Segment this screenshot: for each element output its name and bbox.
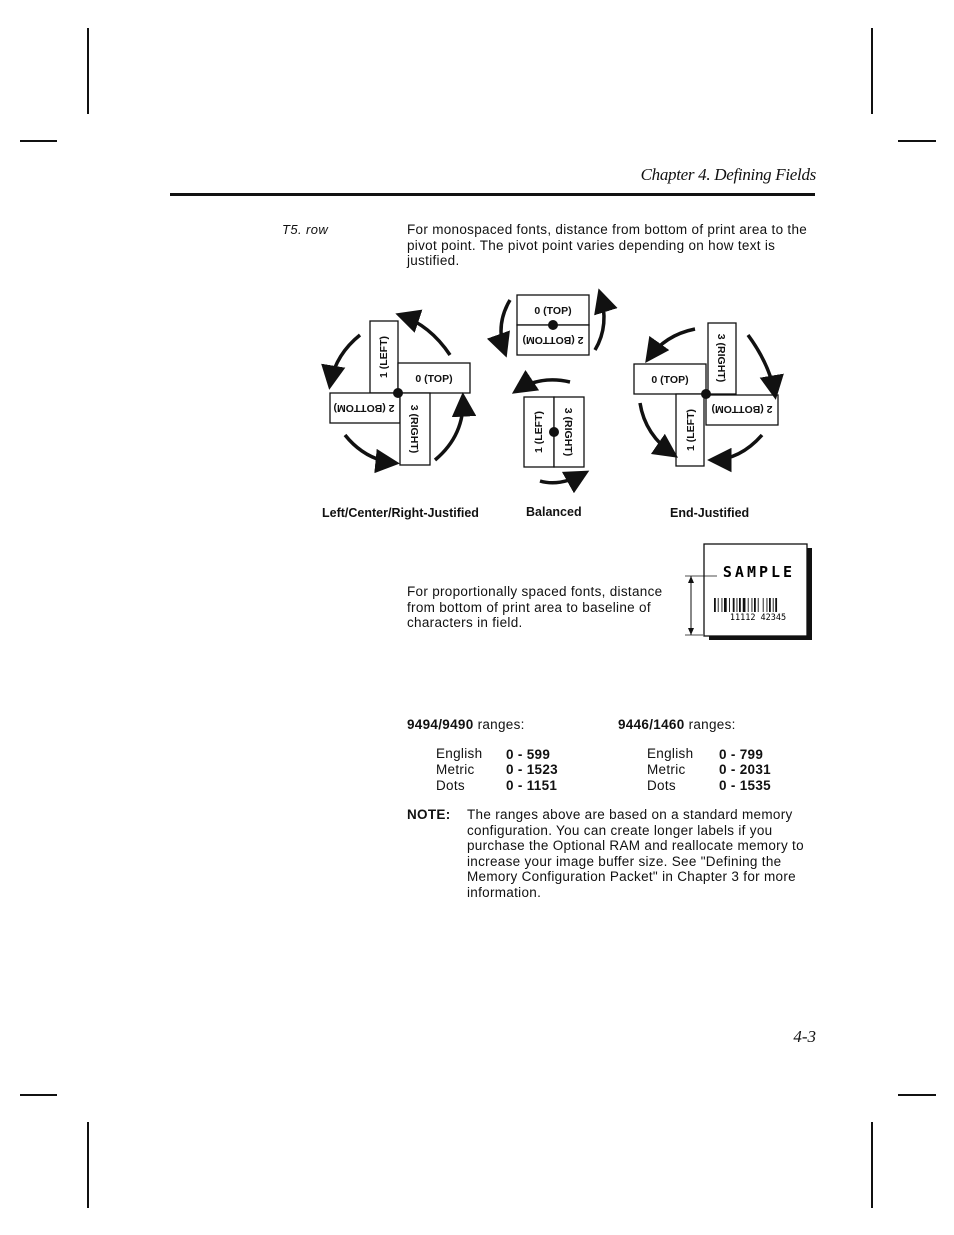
barcode-bar — [752, 598, 753, 612]
barcode-bar — [733, 598, 735, 612]
range-left-value-1: 0 - 1523 — [506, 762, 558, 777]
crop-mark-top-right-h — [898, 140, 936, 142]
barcode-bar — [739, 598, 741, 612]
range-left-unit-2: Dots — [436, 778, 465, 793]
barcode-bar — [743, 598, 746, 612]
barcode-bar — [714, 598, 716, 612]
bal-bottom-label: 2 (BOTTOM) — [522, 334, 584, 346]
barcode-bar — [754, 598, 756, 612]
range-right-model: 9446/1460 — [618, 717, 685, 732]
chapter-title: Chapter 4. Defining Fields — [640, 165, 816, 184]
barcode-bar — [773, 598, 774, 612]
lcr-top-label: 0 (TOP) — [415, 373, 453, 385]
lcr-bottom-label: 2 (BOTTOM) — [333, 402, 395, 414]
range-right-unit-2: Dots — [647, 778, 676, 793]
barcode-bar — [748, 598, 749, 612]
bal-right-label: 3 (RIGHT) — [562, 407, 574, 457]
rotation-diagram — [300, 285, 800, 525]
crop-mark-top-left-h — [20, 140, 57, 142]
bal-top-label: 0 (TOP) — [534, 305, 572, 317]
range-left-unit-1: Metric — [436, 762, 475, 777]
crop-mark-bottom-right-h — [898, 1094, 936, 1096]
range-right-unit-1: Metric — [647, 762, 686, 777]
barcode-bar — [729, 598, 730, 612]
crop-mark-bottom-left-v — [87, 1122, 89, 1208]
note-label: NOTE: — [407, 807, 451, 822]
end-left-label: 1 (LEFT) — [685, 409, 697, 451]
range-right-suffix: ranges: — [684, 717, 736, 732]
header-rule — [170, 193, 815, 196]
range-right-value-2: 0 - 1535 — [719, 778, 771, 793]
crop-mark-bottom-left-h — [20, 1094, 57, 1096]
barcode-bar — [769, 598, 771, 612]
range-left-model: 9494/9490 — [407, 717, 474, 732]
lcr-right-label: 3 (RIGHT) — [408, 404, 420, 454]
term-label: T5. row — [282, 222, 329, 237]
sample-barcode-text: 11112 42345 — [729, 613, 787, 623]
bal-left-label: 1 (LEFT) — [533, 411, 545, 453]
barcode-bar — [763, 598, 764, 612]
barcode-bar — [758, 598, 759, 612]
range-left-unit-0: English — [436, 746, 483, 761]
lcr-left-label: 1 (LEFT) — [378, 336, 390, 378]
barcode-bar — [737, 598, 738, 612]
crop-mark-top-left-v — [87, 28, 89, 114]
crop-mark-top-right-v — [871, 28, 873, 114]
sample-label-illustration — [683, 542, 813, 642]
range-right-value-1: 0 - 2031 — [719, 762, 771, 777]
prop-description: For proportionally spaced fonts, distance from bottom of print area to baseline of characters in field. — [407, 584, 663, 630]
barcode-bar — [722, 598, 723, 612]
range-left-value-0: 0 - 599 — [506, 747, 551, 762]
caption-balanced: Balanced — [526, 505, 582, 519]
barcode-bar — [767, 598, 768, 612]
barcode-bar — [718, 598, 719, 612]
range-left-heading — [407, 717, 525, 733]
caption-end: End-Justified — [670, 506, 750, 520]
end-top-label: 0 (TOP) — [651, 374, 689, 386]
range-left-value-2: 0 - 1151 — [506, 778, 558, 793]
end-bottom-label: 2 (BOTTOM) — [711, 403, 773, 415]
range-right-heading — [618, 717, 736, 733]
sample-title: SAMPLE — [722, 563, 796, 581]
range-right-unit-0: English — [647, 746, 694, 761]
page-number: 4-3 — [793, 1027, 816, 1046]
barcode-bar — [775, 598, 777, 612]
range-left-suffix: ranges: — [473, 717, 525, 732]
end-right-label: 3 (RIGHT) — [715, 333, 727, 383]
range-right-value-0: 0 - 799 — [719, 747, 764, 762]
note-text: The ranges above are based on a standard memory configuration. You can create longer labels if you purchase the Optional RAM and reallocate memory to increase your image buffer size. See "Defining the Memory Configuration Packet" in Chapter 3 for more information. — [467, 807, 804, 900]
caption-lcr: Left/Center/Right-Justified — [322, 506, 479, 520]
mono-description: For monospaced fonts, distance from bottom of print area to the pivot point. The pivot point varies depending on how text is justified. — [407, 222, 808, 268]
barcode-bar — [724, 598, 727, 612]
crop-mark-bottom-right-v — [871, 1122, 873, 1208]
